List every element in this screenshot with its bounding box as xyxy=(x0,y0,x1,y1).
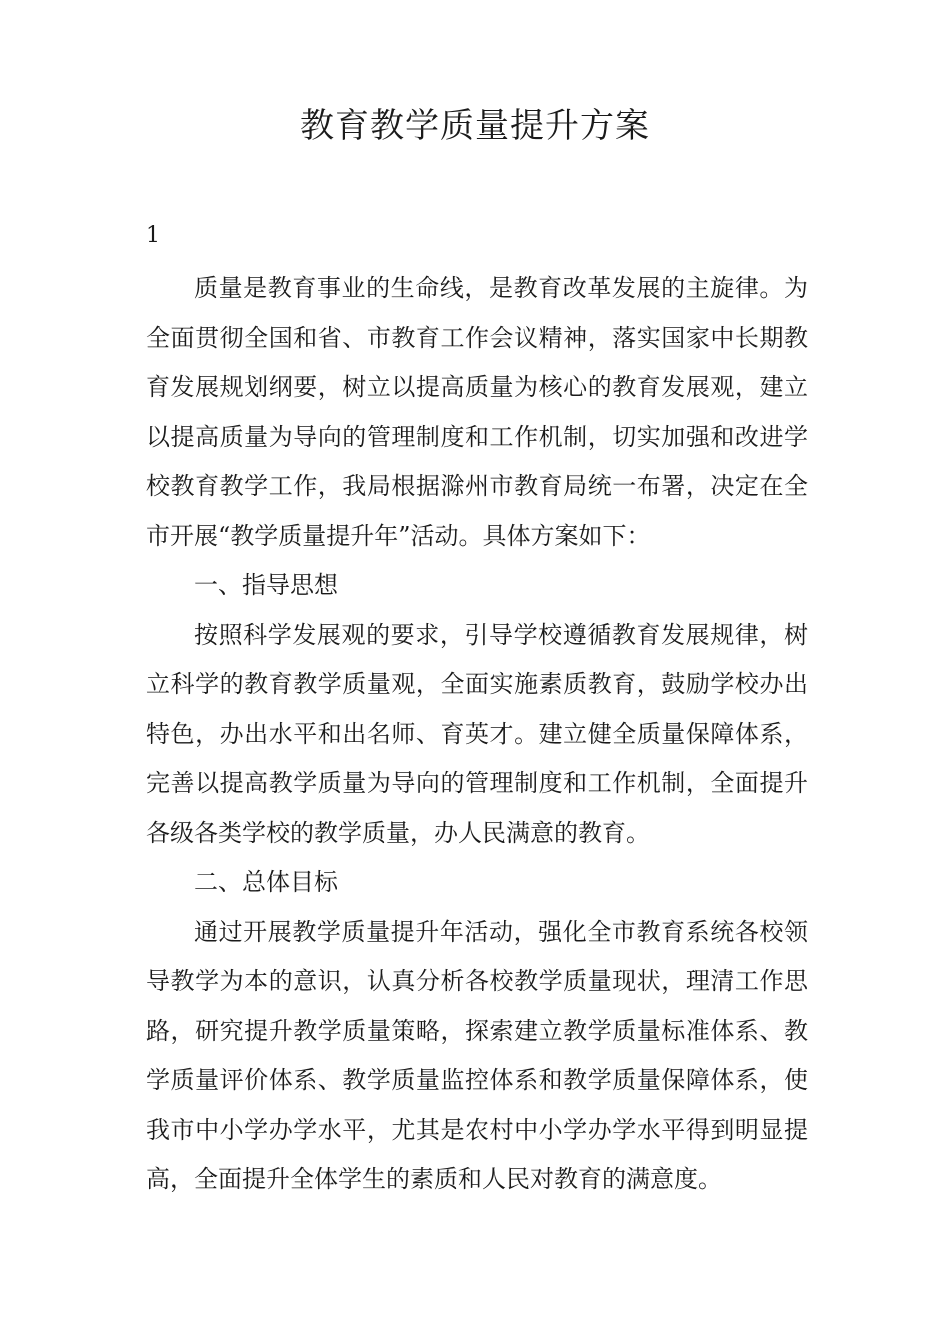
paragraph-guiding-ideology: 按照科学发展观的要求，引导学校遵循教育发展规律，树立科学的教育教学质量观，全面实施素质教育，鼓励学校办出特色，办出水平和出名师、育英才。建立健全质量保障体系，完善以提高教学质量为导向的管理制度和工作机制，全面提升各级各类学校的教学质量，办人民满意的教育。 xyxy=(146,620,808,847)
page-number: 1 xyxy=(146,223,160,248)
paragraph-intro: 质量是教育事业的生命线，是教育改革发展的主旋律。为全面贯彻全国和省、市教育工作会议精神，落实国家中长期教育发展规划纲要，树立以提高质量为核心的教育发展观，建立以提高质量为导向的管理制度和工作机制，切实加强和改进学校教育教学工作，我局根据滁州市教育局统一布署，决定在全市开展“教学质量提升年”活动。具体方案如下： xyxy=(146,274,808,550)
paragraph-overall-goal: 通过开展教学质量提升年活动，强化全市教育系统各校领导教学为本的意识，认真分析各校教学质量现状，理清工作思路，研究提升教学质量策略，探索建立教学质量标准体系、教学质量评价体系、教学质量监控体系和教学质量保障体系，使我市中小学办学水平，尤其是农村中小学办学水平得到明显提高，全面提升全体学生的素质和人民对教育的满意度。 xyxy=(146,917,808,1193)
document-title: 教育教学质量提升方案 xyxy=(300,106,650,146)
document-body xyxy=(146,264,808,1205)
section-heading-overall-goal: 二、总体目标 xyxy=(194,868,338,896)
section-heading-guiding-ideology: 一、指导思想 xyxy=(194,571,338,599)
